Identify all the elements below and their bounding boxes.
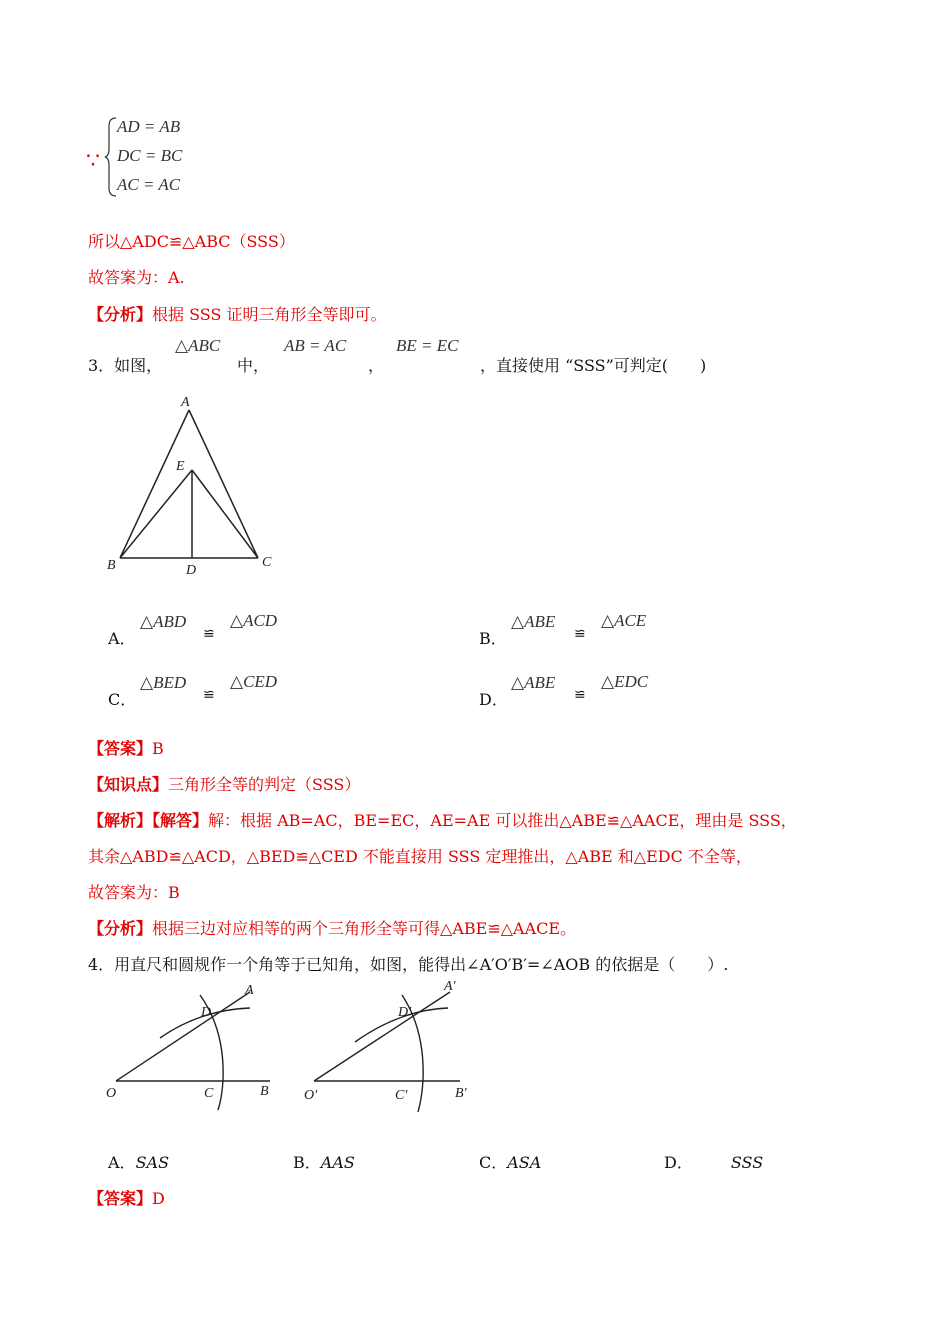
- answer-tag: 【答案】: [88, 1189, 153, 1208]
- fig1-label-O: O: [106, 1086, 117, 1101]
- q3-triangle: △ABC: [175, 336, 221, 355]
- jiexi-text-1: 解：根据 AB=AC，BE=EC，AE=AE 可以推出△ABE≌△AACE，理由是 SSS，: [208, 811, 797, 830]
- option-letter: D．: [664, 1153, 693, 1172]
- jiexi-tag: 【解析】【解答】: [88, 811, 209, 830]
- fig1-label-B: B: [260, 1084, 269, 1099]
- equation-1: AD = AB: [117, 117, 181, 136]
- q2-analysis: [88, 302, 387, 325]
- q4-question: 4．用直尺和圆规作一个角等于已知角，如图，能得出∠A′O′B′=∠AOB 的依据是（ ）.: [88, 955, 729, 974]
- q3-option-c[interactable]: [108, 673, 408, 713]
- option-text: SSS: [730, 1153, 764, 1172]
- q2-conclusion: 所以△ADC≌△ABC（SSS）: [88, 232, 295, 251]
- fig2-label-D: D′: [398, 1005, 412, 1020]
- fig2-label-B: B′: [455, 1086, 467, 1101]
- q3-option-d[interactable]: [479, 673, 779, 713]
- option-left: △ABD: [140, 612, 187, 631]
- label-C: C: [262, 555, 272, 570]
- option-left: △BED: [140, 673, 187, 692]
- option-letter: B．: [293, 1153, 321, 1172]
- q3-tail: ，直接使用 “SSS”可判定( ): [480, 356, 707, 375]
- q3-cond2: BE = EC: [396, 336, 459, 355]
- q3-cond1: AB = AC: [284, 336, 347, 355]
- option-text: AAS: [320, 1153, 355, 1172]
- option-left: △ABE: [511, 673, 556, 692]
- q3-number: 3．如图，: [88, 356, 163, 375]
- q3-option-b[interactable]: [479, 612, 779, 652]
- q4-figure-original-angle: [100, 980, 300, 1115]
- fig1-label-D: D: [201, 1005, 212, 1020]
- because-symbol: ∵: [86, 149, 100, 174]
- analysis-tag: 【分析】: [88, 919, 153, 938]
- option-right: △ACD: [230, 611, 278, 630]
- label-E: E: [176, 459, 185, 474]
- q3-answer-line: 故答案为：B: [88, 883, 180, 902]
- q4-option-b[interactable]: [293, 1150, 355, 1173]
- option-letter: B．: [479, 629, 507, 648]
- q4-option-c[interactable]: [479, 1150, 541, 1173]
- label-A: A: [181, 395, 190, 410]
- fig2-label-O: O′: [304, 1088, 318, 1103]
- q3-jiexi-line2: 其余△ABD≌△ACD，△BED≌△CED 不能直接用 SSS 定理推出，△ABE 和△EDC 不全等，: [88, 847, 752, 866]
- analysis-tag: 【分析】: [88, 305, 153, 324]
- option-letter: D．: [479, 690, 508, 709]
- option-left: △ABE: [511, 612, 556, 631]
- fig2-label-C: C′: [395, 1088, 408, 1103]
- kp-tag: 【知识点】: [88, 775, 169, 794]
- congruent-symbol: ≌: [574, 626, 586, 642]
- q4-answer: [88, 1186, 165, 1209]
- analysis-text: 根据 SSS 证明三角形全等即可。: [152, 305, 387, 324]
- q4-option-a[interactable]: [108, 1150, 169, 1173]
- equation-2: DC = BC: [117, 146, 183, 165]
- answer-value: B: [152, 739, 164, 758]
- analysis-text: 根据三边对应相等的两个三角形全等可得△ABE≌△AACE。: [152, 919, 577, 938]
- q4-option-d[interactable]: [664, 1150, 763, 1173]
- q2-answer-line: 故答案为：A.: [88, 268, 185, 287]
- q3-analysis: [88, 916, 576, 939]
- congruent-symbol: ≌: [574, 687, 586, 703]
- q3-comma: ，: [368, 356, 385, 375]
- option-letter: A．: [108, 1153, 136, 1172]
- label-D: D: [186, 563, 197, 578]
- q4-figure-constructed-angle: [300, 980, 500, 1115]
- option-letter: C．: [108, 690, 137, 709]
- q3-answer: [88, 736, 164, 759]
- fig2-label-A: A′: [444, 979, 456, 994]
- q3-zhong: 中，: [237, 356, 270, 375]
- congruent-symbol: ≌: [203, 687, 215, 703]
- option-right: △CED: [230, 672, 278, 691]
- answer-value: D: [152, 1189, 165, 1208]
- q3-knowledge-point: [88, 772, 360, 795]
- answer-tag: 【答案】: [88, 739, 153, 758]
- fig1-label-A: A: [245, 983, 254, 998]
- left-brace: [104, 116, 118, 198]
- q3-jiexi-line1: [88, 808, 797, 831]
- equation-3: AC = AC: [117, 175, 181, 194]
- option-text: ASA: [507, 1153, 542, 1172]
- label-B: B: [107, 558, 116, 573]
- option-text: SAS: [135, 1153, 170, 1172]
- q3-triangle-figure: [100, 390, 290, 580]
- option-right: △EDC: [601, 672, 649, 691]
- option-letter: A．: [108, 629, 136, 648]
- congruent-symbol: ≌: [203, 626, 215, 642]
- kp-text: 三角形全等的判定（SSS）: [168, 775, 361, 794]
- q3-option-a[interactable]: [108, 612, 408, 652]
- option-right: △ACE: [601, 611, 647, 630]
- fig1-label-C: C: [204, 1086, 214, 1101]
- option-letter: C．: [479, 1153, 508, 1172]
